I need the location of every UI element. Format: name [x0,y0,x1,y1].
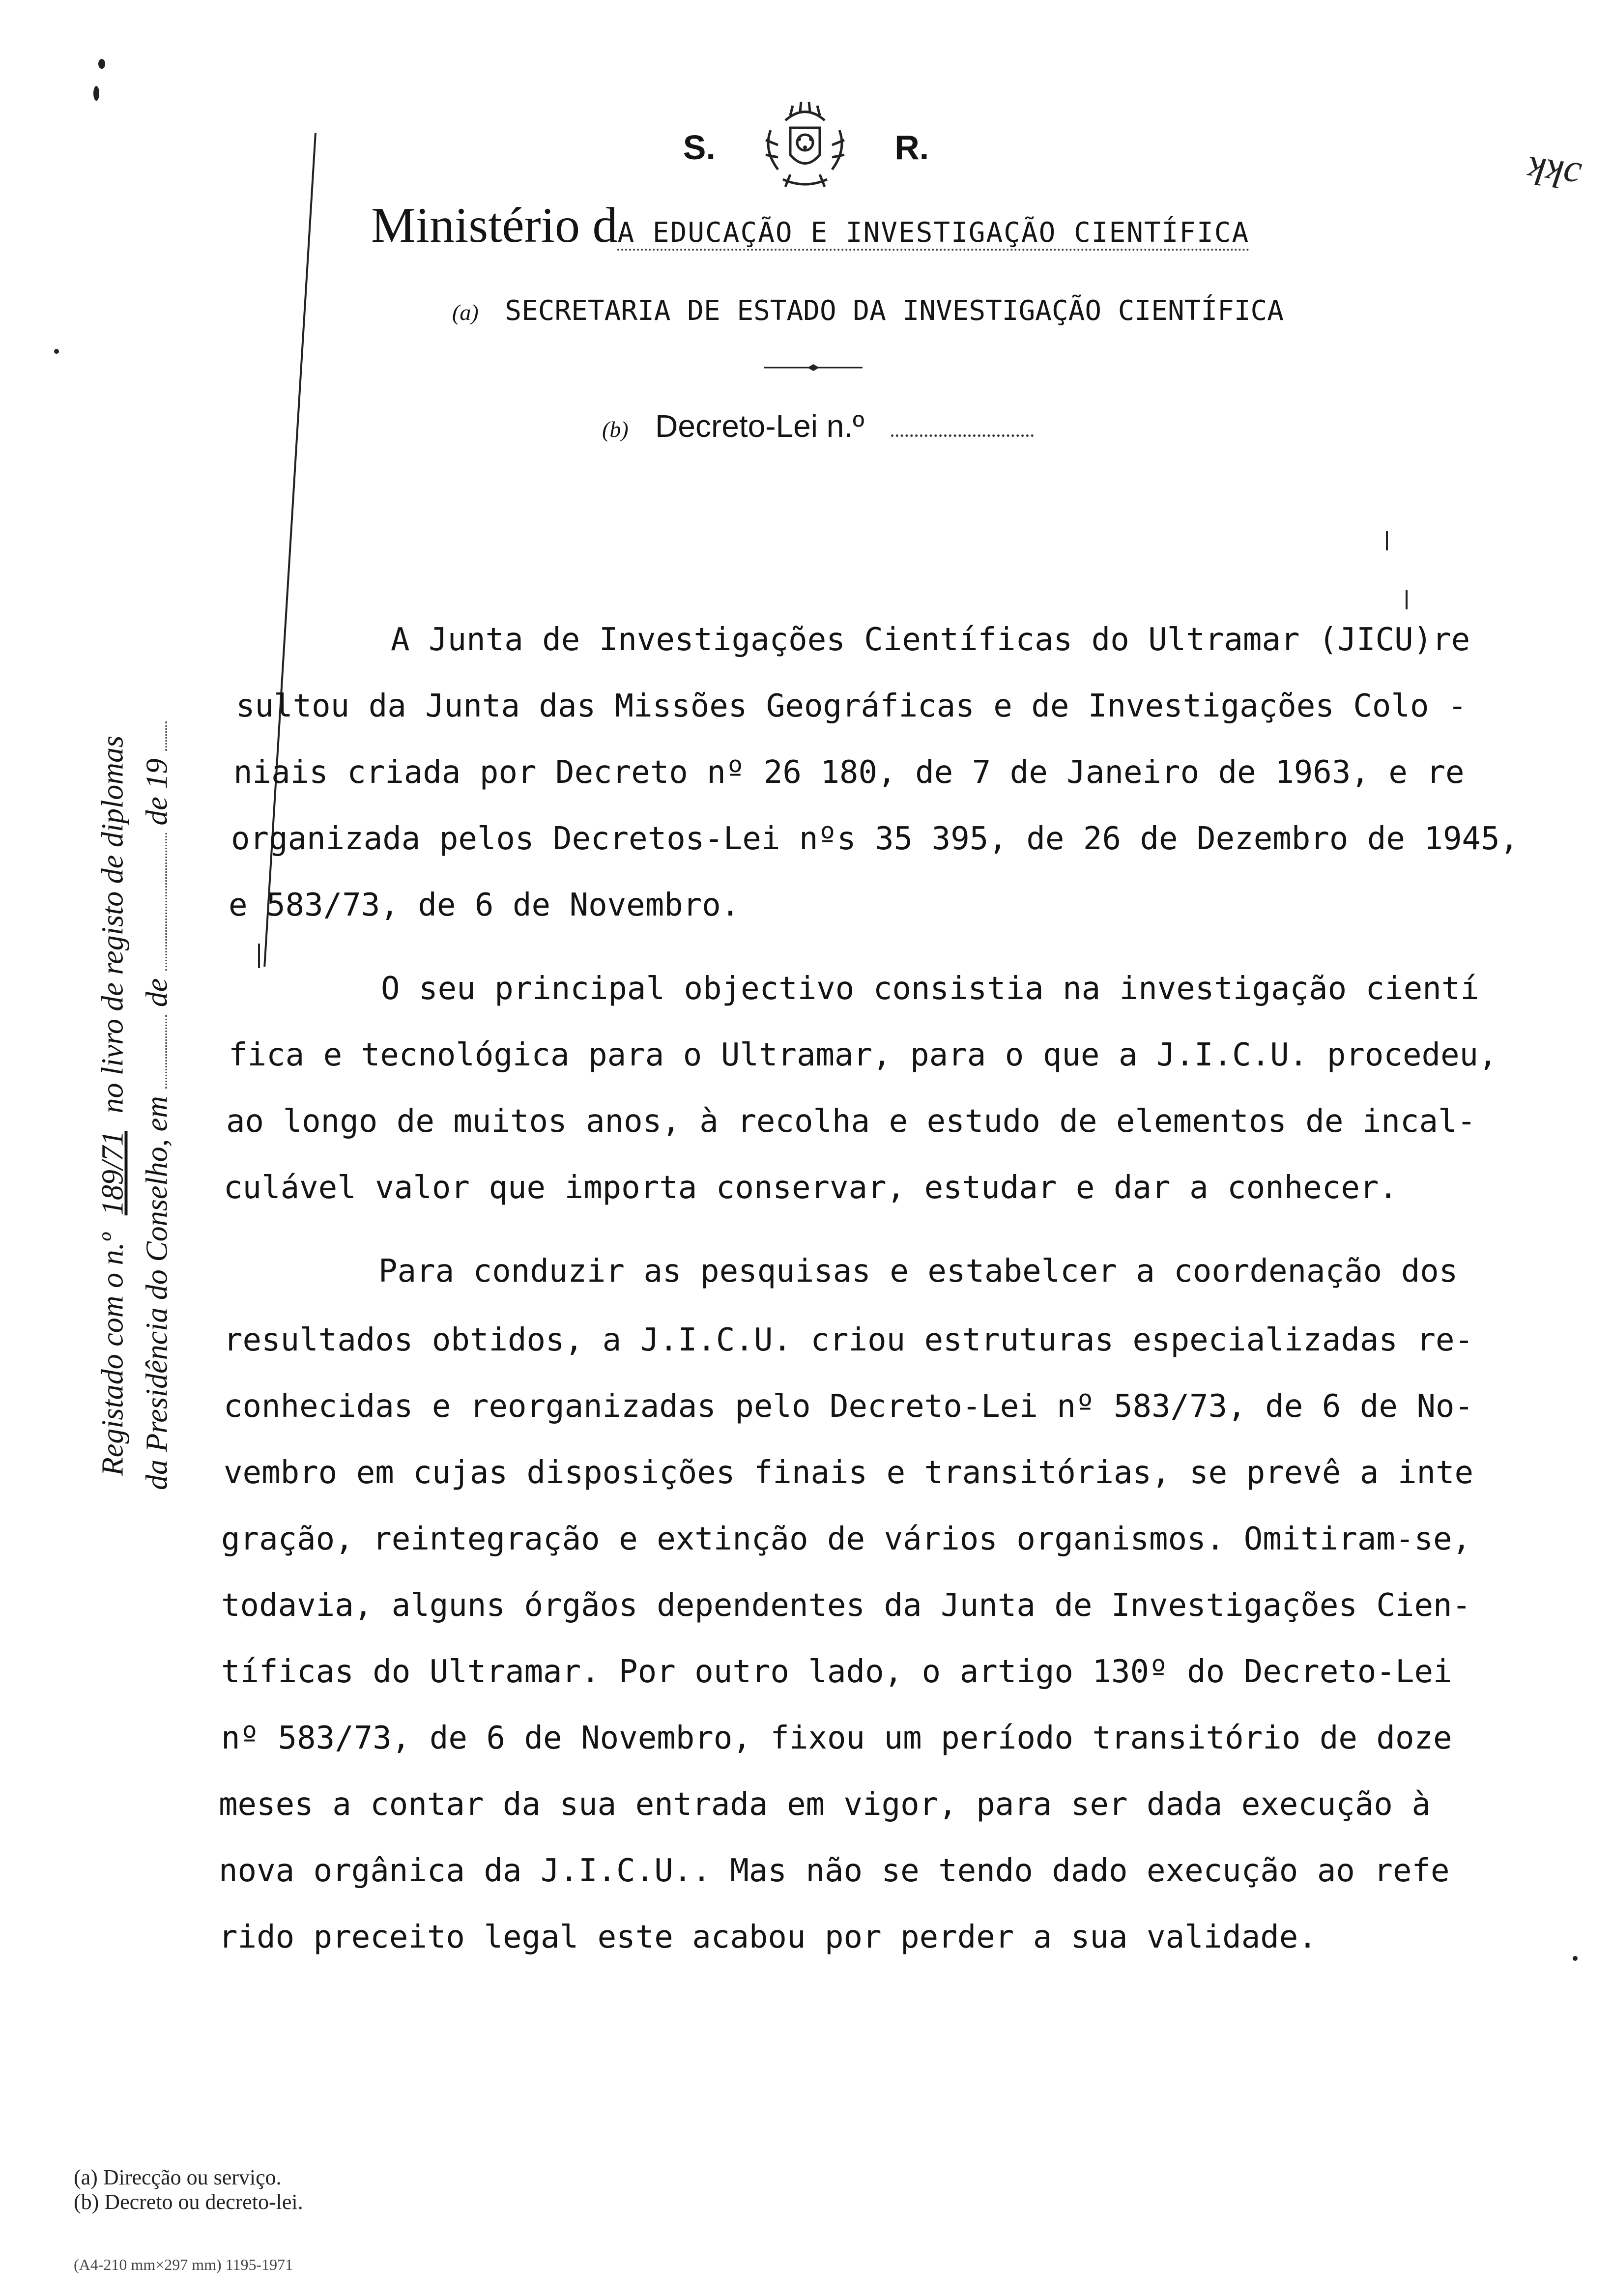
divider-ornament [764,364,863,372]
secretaria-footnote-mark: (a) [452,300,479,325]
margin-reg-number: 189/71 [96,1130,130,1216]
body-line: sultou da Junta das Missões Geográficas e de Investigações Colo - [236,688,1467,724]
margin-reg-suffix: no livro de registo de diplomas [96,735,130,1114]
margin-registration-line-1 [96,736,131,1476]
secretaria-name: SECRETARIA DE ESTADO DA INVESTIGAÇÃO CIENTÍFICA [505,295,1284,327]
decree-label: Decreto-Lei n.º [655,408,864,444]
scan-speck [1573,1956,1578,1961]
body-line: resultados obtidos, a J.I.C.U. criou estruturas especializadas re- [224,1322,1474,1358]
body-line: culável valor que importa conservar, estudar e dar a conhecer. [224,1170,1398,1206]
body-line: tíficas do Ultramar. Por outro lado, o artigo 130º do Decreto-Lei [221,1654,1452,1690]
print-reference: (A4-210 mm×297 mm) 1195-1971 [74,2256,293,2273]
header-s-letter: S. [683,128,716,167]
ministry-name: A EDUCAÇÃO E INVESTIGAÇÃO CIENTÍFICA [617,217,1249,251]
body-line: Para conduzir as pesquisas e estabelcer a coordenação dos [378,1253,1458,1290]
scan-speck [1386,531,1388,550]
margin-reg-prefix: Registado com o n.º [96,1233,130,1476]
state-header [0,101,1612,194]
scan-speck [98,59,105,69]
decree-number-blank [891,434,1034,437]
body-line: ao longo de muitos anos, à recolha e estudo de elementos de incal- [226,1103,1476,1140]
body-line: e 583/73, de 6 de Novembro. [229,887,740,923]
body-line: gração, reintegração e extinção de vários organismos. Omitiram-se, [221,1521,1471,1557]
body-line: rido preceito legal este acabou por perder a sua validade. [219,1919,1317,1955]
decree-number-line [602,408,1034,445]
body-line: nova orgânica da J.I.C.U.. Mas não se tendo dado execução ao refe [219,1853,1450,1889]
body-line: organizada pelos Decretos-Lei nºs 35 395, de 26 de Dezembro de 1945, [231,821,1519,857]
body-line: vembro em cujas disposições finais e transitórias, se prevê a inte [224,1455,1474,1491]
margin-reg2-de2: de 19 [140,758,174,826]
body-line: niais criada por Decreto nº 26 180, de 7 de Janeiro de 1963, e re [233,754,1465,791]
body-line: fica e tecnológica para o Ultramar, para o que a J.I.C.U. procedeu, [229,1037,1497,1073]
secretaria-line [452,295,1284,327]
body-line: O seu principal objectivo consistia na investigação cientí [381,971,1479,1007]
margin-reg2-prefix: da Presidência do Conselho, em [140,1096,174,1490]
margin-registration-line-2 [140,721,175,1490]
body-line: todavia, alguns órgãos dependentes da Junta de Investigações Cien- [221,1587,1471,1624]
body-line: nº 583/73, de 6 de Novembro, fixou um período transitório de doze [221,1720,1452,1756]
scan-speck [93,86,99,101]
scan-speck [258,944,260,968]
body-line: conhecidas e reorganizadas pelo Decreto-Lei nº 583/73, de 6 de No- [224,1388,1474,1425]
scan-speck [54,349,59,354]
margin-reg2-de1: de [140,978,174,1007]
body-line: A Junta de Investigações Científicas do Ultramar (JICU)re [391,622,1470,658]
body-line: meses a contar da sua entrada em vigor, para ser dada execução à [219,1786,1431,1823]
header-r-letter: R. [894,128,929,167]
scan-speck [1406,590,1408,609]
ministry-line [371,197,1249,254]
footnote-b: (b) Decreto ou decreto-lei. [74,2190,303,2214]
ministry-prefix: Ministério d [371,198,618,253]
handwritten-annotation: ʞʞc [1526,139,1585,192]
coat-of-arms-emblem [756,101,854,194]
footnote-a: (a) Direcção ou serviço. [74,2165,282,2189]
decree-footnote-mark: (b) [602,417,629,442]
